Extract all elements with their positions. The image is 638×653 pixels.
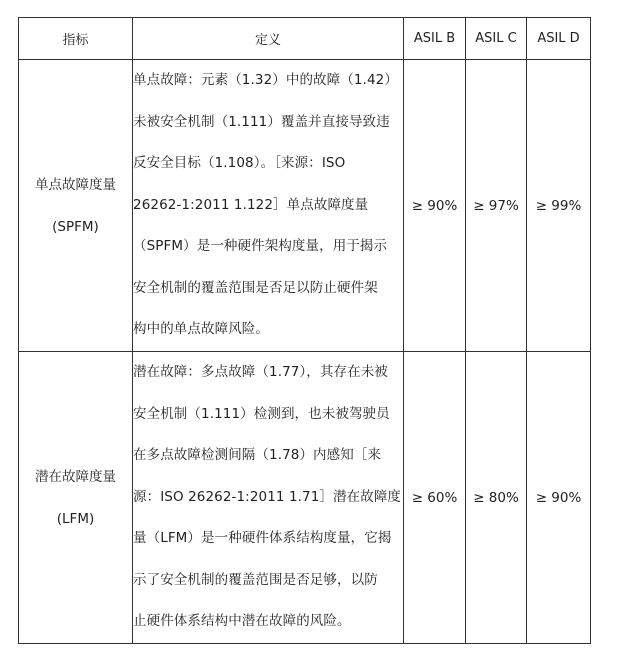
metric-cell bbox=[19, 352, 133, 644]
header-asil-c: ASIL C bbox=[466, 18, 527, 60]
asil-c-text: ≥ 97% bbox=[473, 197, 519, 214]
metric-cell bbox=[19, 60, 133, 352]
table-row-spfm bbox=[19, 60, 591, 352]
definition-line: 示了安全机制的覆盖范围是否足够，以防 bbox=[133, 571, 378, 588]
table-row-lfm bbox=[19, 352, 591, 644]
definition-cell bbox=[133, 352, 404, 644]
definition-line: 构中的单点故障风险。 bbox=[133, 321, 269, 337]
definition-line: 未被安全机制（1.111）覆盖并直接导致违 bbox=[133, 113, 390, 130]
metric-name: 潜在故障度量 bbox=[35, 468, 116, 485]
asil-b-text: ≥ 60% bbox=[411, 489, 458, 506]
definition-line: 单点故障：元素（1.32）中的故障（1.42） bbox=[133, 72, 398, 88]
asil-d-value bbox=[527, 352, 591, 644]
definition-line: 在多点故障检测间隔（1.78）内感知［来 bbox=[133, 447, 382, 463]
header-definition: 定义 bbox=[133, 18, 404, 60]
definition-line: 安全机制（1.111）检测到，也未被驾驶员 bbox=[133, 405, 390, 422]
definition-line: 源：ISO 26262-1:2011 1.71］潜在故障度 bbox=[133, 488, 402, 505]
asil-d-value bbox=[527, 60, 591, 352]
asil-c-text: ≥ 80% bbox=[473, 489, 519, 506]
metric-name: 单点故障度量 bbox=[35, 176, 116, 193]
definition-cell bbox=[133, 60, 404, 352]
definition-line: 量（LFM）是一种硬件体系结构度量，它揭 bbox=[133, 530, 392, 546]
header-asil-d: ASIL D bbox=[527, 18, 591, 60]
header-metric: 指标 bbox=[19, 18, 133, 60]
definition-line: （SPFM）是一种硬件架构度量，用于揭示 bbox=[133, 238, 388, 254]
asil-b-text: ≥ 90% bbox=[411, 197, 458, 214]
definition-line: 潜在故障：多点故障（1.77），其存在未被 bbox=[133, 364, 388, 380]
asil-d-text: ≥ 99% bbox=[535, 197, 582, 214]
asil-b-value bbox=[404, 352, 466, 644]
asil-c-value bbox=[466, 60, 527, 352]
definition-line: 安全机制的覆盖范围是否足以防止硬件架 bbox=[133, 279, 378, 296]
asil-b-value bbox=[404, 60, 466, 352]
definition-line: 26262-1:2011 1.122］单点故障度量 bbox=[133, 196, 369, 213]
metric-abbreviation: (SPFM) bbox=[52, 218, 99, 235]
definition-line: 止硬件体系结构中潜在故障的风险。 bbox=[133, 613, 351, 629]
asil-d-text: ≥ 90% bbox=[535, 489, 582, 506]
header-asil-b: ASIL B bbox=[404, 18, 466, 60]
metrics-table bbox=[18, 17, 591, 644]
table-header-row bbox=[19, 18, 591, 60]
metric-abbreviation: (LFM) bbox=[56, 510, 95, 527]
asil-c-value bbox=[466, 352, 527, 644]
definition-line: 反安全目标（1.108）。［来源：ISO bbox=[133, 155, 346, 171]
